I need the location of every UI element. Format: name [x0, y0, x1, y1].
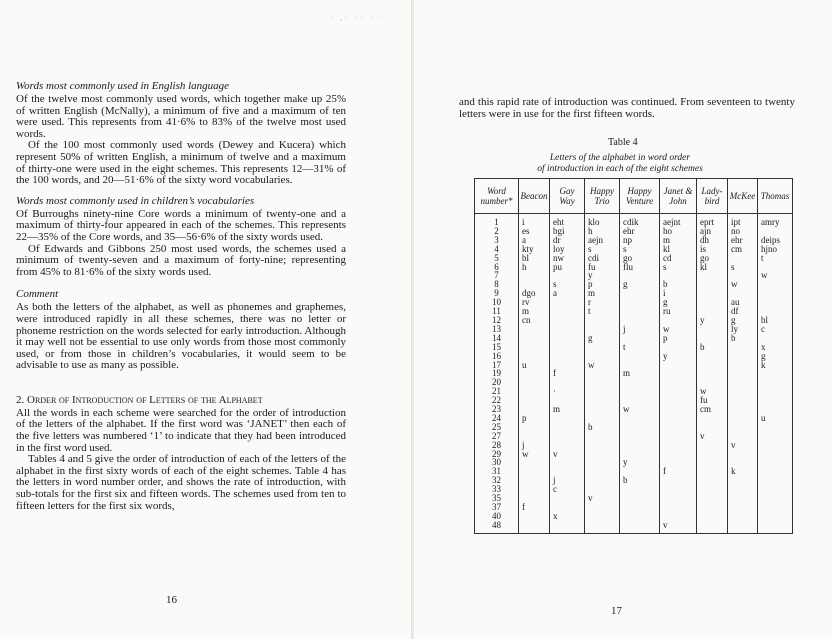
section-heading: Words most commonly used in English language	[16, 80, 230, 92]
thomas-column: amry deips hjno t w bl c x g k u	[758, 214, 793, 534]
left-text-column	[16, 80, 346, 512]
header-janet-john: Janet & John	[660, 179, 697, 214]
header-happy-venture: Happy Venture	[620, 179, 660, 214]
letters-table	[474, 178, 793, 534]
gay-way-column: eht bgi dr loy nw pu s a f · m v j c x	[550, 214, 585, 534]
table-body-row	[475, 214, 793, 534]
caption-line: Letters of the alphabet in word order	[549, 153, 691, 163]
beacon-column: i es a kty bl h dgo rv m cn u p j w f	[519, 214, 550, 534]
section-heading-order	[16, 394, 346, 406]
paragraph: As both the letters of the alphabet, as well as phonemes and graphemes, were introduced rapidly in all these schemes, there was no letter or phoneme restriction on the words selected for early introduction. Although it may well not be essential to use only words from those most commonly used, or from those in children’s vocabularies, it would seem to be advisable to use as many as possible.	[16, 301, 346, 372]
table-header-row	[475, 179, 793, 214]
caption-line: of introduction in each of the eight schemes	[537, 163, 703, 174]
header-beacon: Beacon	[519, 179, 550, 214]
paragraph: Of Edwards and Gibbons 250 most used words, the schemes used a minimum of twenty-seven and a maximum of forty-nine; representing from 45% to 81·6% of the sixty words used.	[16, 242, 346, 278]
page-number-left: 16	[166, 594, 177, 606]
table-title: Table 4	[608, 137, 638, 148]
section-heading: Words most commonly used in children’s vocabularies	[16, 194, 255, 207]
paragraph: Tables 4 and 5 give the order of introduction of each of the letters of the alphabet in the first sixty words of each of the eight schemes. Table 4 has the letters in word number order, and shows the rate of introduction, with sub-totals for the first six and fifteen words. The schemes used from ten to fifteen letters for the first six words,	[16, 453, 346, 512]
section-number: 2.	[16, 393, 27, 406]
word-number-column: 1 2 3 4 5 6 7 8 9 10 11 12 13 14 15 16 17 19 20 21 22 23 24 25 27 28 29 30 31 32 33 35 37 40 48	[475, 214, 519, 534]
page-number-right: 17	[611, 605, 622, 617]
paragraph: Of the 100 most commonly used words (Dewey and Kucera) which represent 50% of written English, a minimum of twelve and a maximum of thirty-one were used in the eight schemes. This represents 12—31% of the 100 words, and 20—51·6% of the sixty word vocabularies.	[16, 139, 346, 187]
header-happy-trio: Happy Trio	[585, 179, 620, 214]
paragraph: Of Burroughs ninety-nine Core words a minimum of twenty-one and a maximum of thirty-four appeared in each of the schemes. This represents 22—35% of the Core words, and 35—56·6% of the sixty words used.	[16, 207, 346, 243]
header-ladybird: Lady-bird	[697, 179, 728, 214]
paragraph: All the words in each scheme were searched for the order of introduction of the letters of the alphabet. If the first word was ‘JANET’ then each of the five letters was numbered ‘1’ to indicate that they had been introduced in the first word used.	[16, 406, 346, 454]
header-word-number: Word number*	[475, 179, 519, 214]
happy-trio-column: klo h aejn s cdi fu y p m r t g w b v	[585, 214, 620, 534]
header-mckee: McKee	[728, 179, 758, 214]
scan-specks: · ,· ·· · ·	[330, 14, 386, 22]
happy-venture-column: cdik ehr np s go flu g j t m w y b	[620, 214, 660, 534]
header-thomas: Thomas	[758, 179, 793, 214]
section-heading: Comment	[16, 288, 59, 301]
section-title: Order of Introduction of Letters of the Alphabet	[27, 393, 263, 406]
continuation-paragraph: and this rapid rate of introduction was continued. From seventeen to twenty letters were in use for the first fifteen words.	[459, 96, 795, 120]
header-gay-way: Gay Way	[550, 179, 585, 214]
janet-john-column: aejnt ho m kl cd s b i g ru w p y f v	[660, 214, 697, 534]
mckee-column: ipt no ehr cm s w au df g ly b v k	[728, 214, 758, 534]
paragraph: Of the twelve most commonly used words, which together make up 25% of written English (McNally), a minimum of five and a maximum of ten were used. This represents from 41·6% to 83% of the twelve most used words.	[16, 93, 346, 140]
ladybird-column: eprt ajn dh is go kl y b w fu cm v	[697, 214, 728, 534]
table-caption	[520, 153, 720, 174]
